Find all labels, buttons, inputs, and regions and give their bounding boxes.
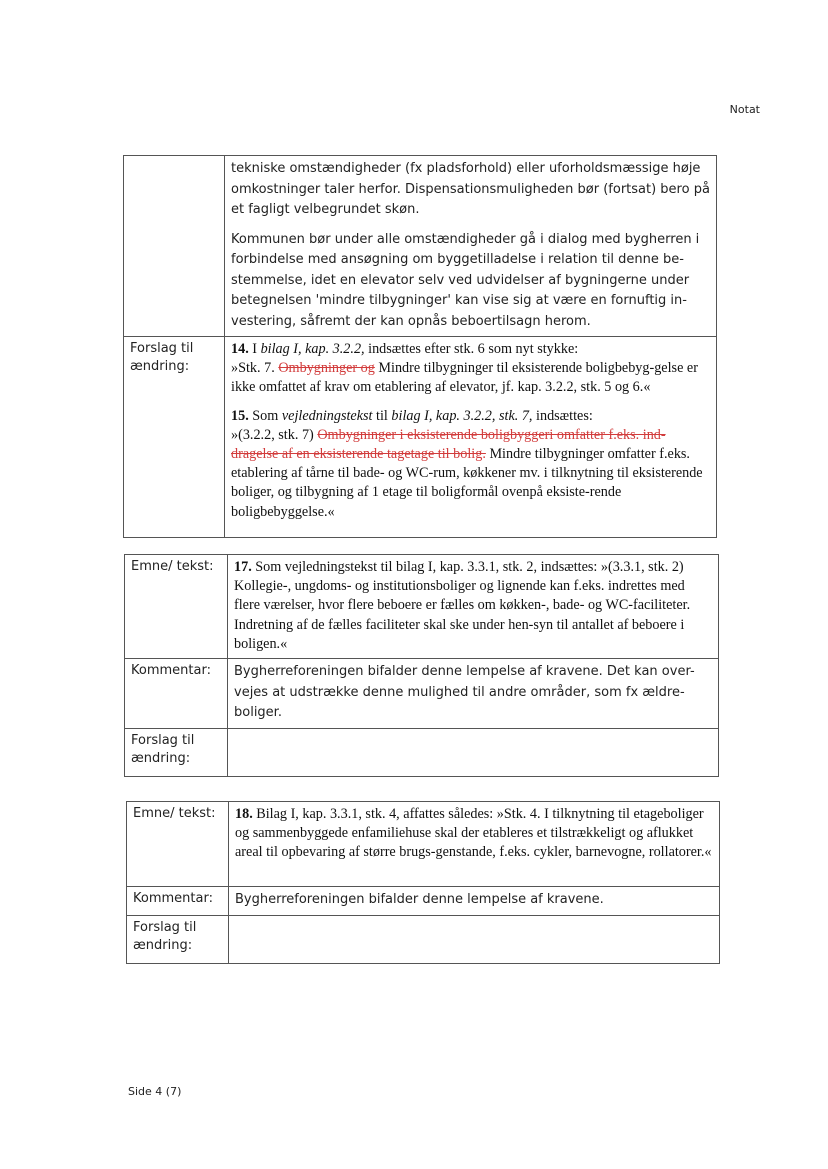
proposal-number: 14. xyxy=(231,341,249,357)
proposal-text: Mindre tilbygninger til eksisterende boligbebyg-gelse er ikke omfattet af krav om etablering af elevator, jf. kap. 3.2.2, stk. 5 og 6.« xyxy=(231,360,698,396)
emne-text: 17. Som vejledningstekst til bilag I, kap. 3.3.1, stk. 2, indsættes: »(3.3.1, stk. 2) Kollegie-, ungdoms- og institutionsboliger og lignende kan f.eks. indrettes med flere værelser, hvor flere beboere er fælles om køkken-, bade- og WC-faciliteter. Indretning af de fælles faciliteter skal ske under hen-syn til antallet af beboere i boligen.« xyxy=(234,559,691,652)
forslag-label: Forslag til ændring: xyxy=(127,916,229,964)
forslag-row xyxy=(124,337,717,538)
proposal-text: Mindre tilbygninger omfatter f.eks. etablering af tårne til bade- og WC-rum, køkkener mv. i tilknytning til eksisterende boliger, og tilbygning af 1 etage til boligformål ovenpå eksiste-rende boligbebyggelse.« xyxy=(231,446,703,520)
proposal-table-17 xyxy=(124,554,719,777)
forslag-cell xyxy=(229,916,720,964)
forslag-label: Forslag til ændring: xyxy=(124,337,225,538)
forslag-row xyxy=(127,916,720,964)
deleted-text: Ombygninger og xyxy=(278,360,375,377)
comment-paragraph: Kommunen bør under alle omstændigheder gå i dialog med bygherren i forbindelse med ansøgning om byggetilladelse i relation til denne be-stemmelse, idet en elevator selv ved udvidelser af bygningerne under betegnelsen 'mindre tilbygninger' kan vise sig at være en fornuftig in-vestering, såfremt der kan opnås beboertilsagn herom. xyxy=(231,231,700,329)
kommentar-cell xyxy=(229,887,720,916)
kommentar-row xyxy=(127,887,720,916)
forslag-row xyxy=(125,728,719,776)
kommentar-cell xyxy=(228,659,719,729)
proposal-number: 15. xyxy=(231,407,249,424)
page-number: Side 4 (7) xyxy=(128,1085,182,1098)
proposal-15: 15. Som vejledningstekst til bilag I, kap. 3.2.2, stk. 7, indsættes: »(3.2.2, stk. 7) Ombygninger i eksisterende boligbyggeri omfatter f.eks. ind-dragelse af en eksisterende tagetage til bolig. Mindre tilbygninger omfatter f.eks. etablering af tårne til bade- og WC-rum, køkkener mv. i tilknytning til eksisterende boliger, og tilbygning af 1 etage til boligformål ovenpå eksiste-rende boligbebyggelse.« xyxy=(231,407,703,520)
proposal-table-18 xyxy=(126,801,720,964)
forslag-cell xyxy=(225,337,717,538)
document-type-label: Notat xyxy=(729,103,760,116)
forslag-cell xyxy=(228,728,719,776)
kommentar-row xyxy=(125,659,719,729)
emne-cell xyxy=(228,555,719,659)
kommentar-label: Kommentar: xyxy=(125,659,228,729)
continuation-comment-cell xyxy=(225,156,717,337)
emne-label: Emne/ tekst: xyxy=(127,802,229,887)
emne-row xyxy=(127,802,720,887)
continuation-row xyxy=(124,156,717,337)
forslag-label: Forslag til ændring: xyxy=(125,728,228,776)
kommentar-label: Kommentar: xyxy=(127,887,229,916)
kommentar-text: Bygherreforeningen bifalder denne lempelse af kravene. xyxy=(235,892,604,907)
proposal-table-14-15 xyxy=(123,155,717,538)
comment-paragraph: tekniske omstændigheder (fx pladsforhold) eller uforholdsmæssige høje omkostninger taler herfor. Dispensationsmuligheden bør (fortsat) bero på et fagligt velbegrundet skøn. xyxy=(231,161,710,217)
emne-label: Emne/ tekst: xyxy=(125,555,228,659)
proposal-number: 18. xyxy=(235,806,253,822)
proposal-14: 14. I bilag I, kap. 3.2.2, indsættes efter stk. 6 som nyt stykke: »Stk. 7. Ombygninger og Mindre tilbygninger til eksisterende boligbebyg-gelse er ikke omfattet af krav om etablering af elevator, jf. kap. 3.2.2, stk. 5 og 6.« xyxy=(231,341,698,396)
emne-text: 18. Bilag I, kap. 3.3.1, stk. 4, affattes således: »Stk. 4. I tilknytning til etageboliger og sammenbyggede enfamiliehuse skal der etableres et tilstrækkeligt og aflukket areal til opbevaring af større brugs-genstande, f.eks. cykler, barnevogne, rollatorer.« xyxy=(235,806,712,861)
kommentar-text: Bygherreforeningen bifalder denne lempelse af kravene. Det kan over-vejes at udstrække denne mulighed til andre områder, som fx ældre-boliger. xyxy=(234,664,695,721)
proposal-number: 17. xyxy=(234,559,252,575)
emne-cell xyxy=(229,802,720,887)
empty-label-cell xyxy=(124,156,225,337)
deleted-text: Ombygninger i eksisterende boligbyggeri omfatter f.eks. ind-dragelse af en eksisterende tagetage til bolig. xyxy=(231,426,666,463)
emne-row xyxy=(125,555,719,659)
